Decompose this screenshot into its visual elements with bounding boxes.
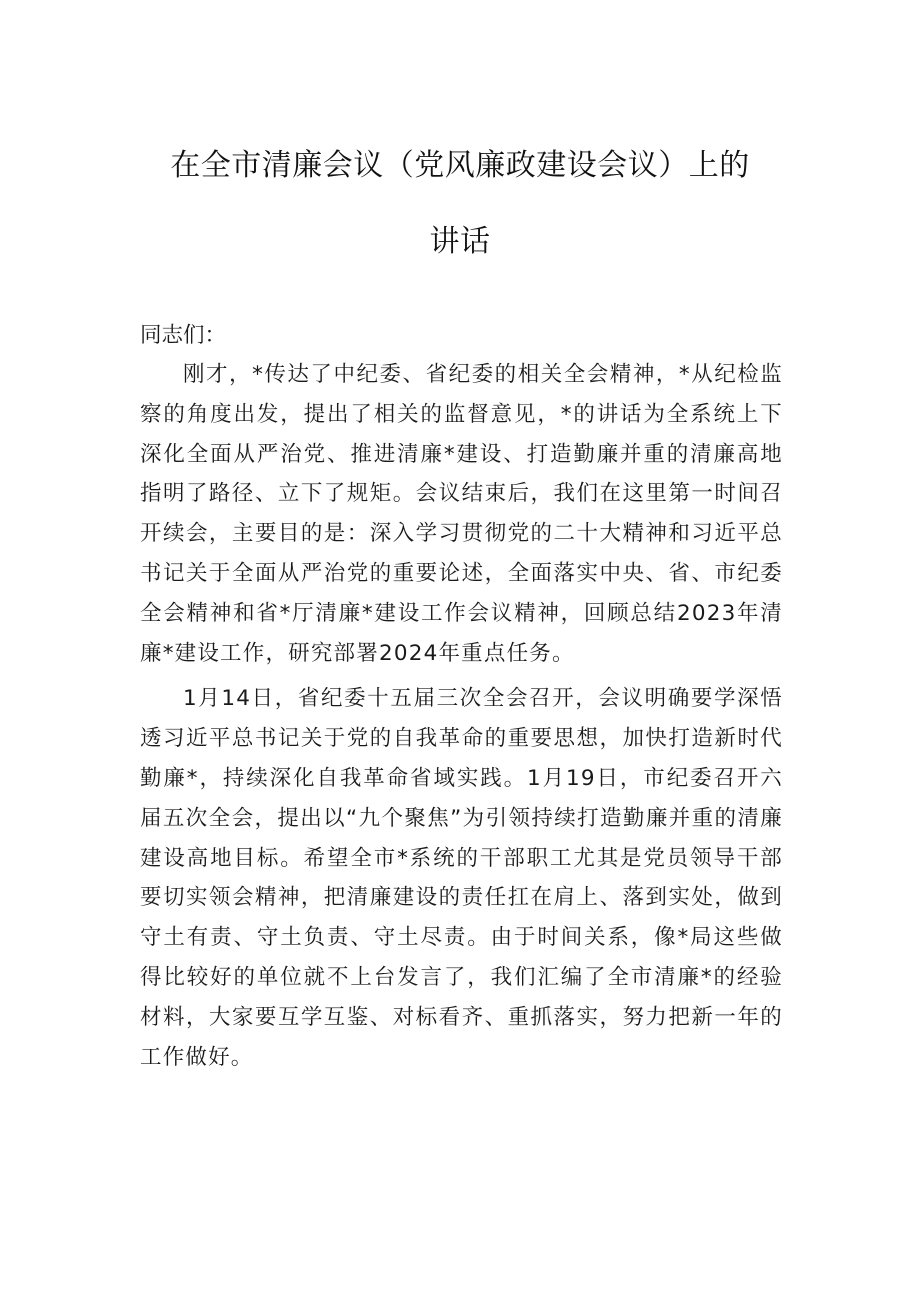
paragraph-1: 刚才，*传达了中纪委、省纪委的相关全会精神，*从纪检监察的角度出发，提出了相关的监督意见，*的讲话为全系统上下深化全面从严治党、推进清廉*建设、打造勤廉并重的清廉高地指明了路径、立下了规矩。会议结束后，我们在这里第一时间召开续会，主要目的是：深入学习贯彻党的二十大精神和习近平总书记关于全面从严治党的重要论述，全面落实中央、省、市纪委全会精神和省*厅清廉*建设工作会议精神，回顾总结2023年清廉*建设工作，研究部署2024年重点任务。 bbox=[140, 362, 783, 666]
document-body bbox=[140, 316, 783, 1083]
document-title bbox=[120, 128, 800, 280]
title-line-2: 讲话 bbox=[429, 224, 491, 259]
paragraph-2: 1月14日，省纪委十五届三次全会召开，会议明确要学深悟透习近平总书记关于党的自我革命的重要思想，加快打造新时代勤廉*，持续深化自我革命省域实践。1月19日，市纪委召开六届五次全会，提出以“九个聚焦”为引领持续打造勤廉并重的清廉建设高地目标。希望全市*系统的干部职工尤其是党员领导干部要切实领会精神，把清廉建设的责任扛在肩上、落到实处，做到守土有责、守土负责、守土尽责。由于时间关系，像*局这些做得比较好的单位就不上台发言了，我们汇编了全市清廉*的经验材料，大家要互学互鉴、对标看齐、重抓落实，努力把新一年的工作做好。 bbox=[140, 686, 783, 1070]
salutation: 同志们： bbox=[140, 323, 227, 348]
title-line-1: 在全市清廉会议（党风廉政建设会议）上的 bbox=[170, 148, 750, 183]
